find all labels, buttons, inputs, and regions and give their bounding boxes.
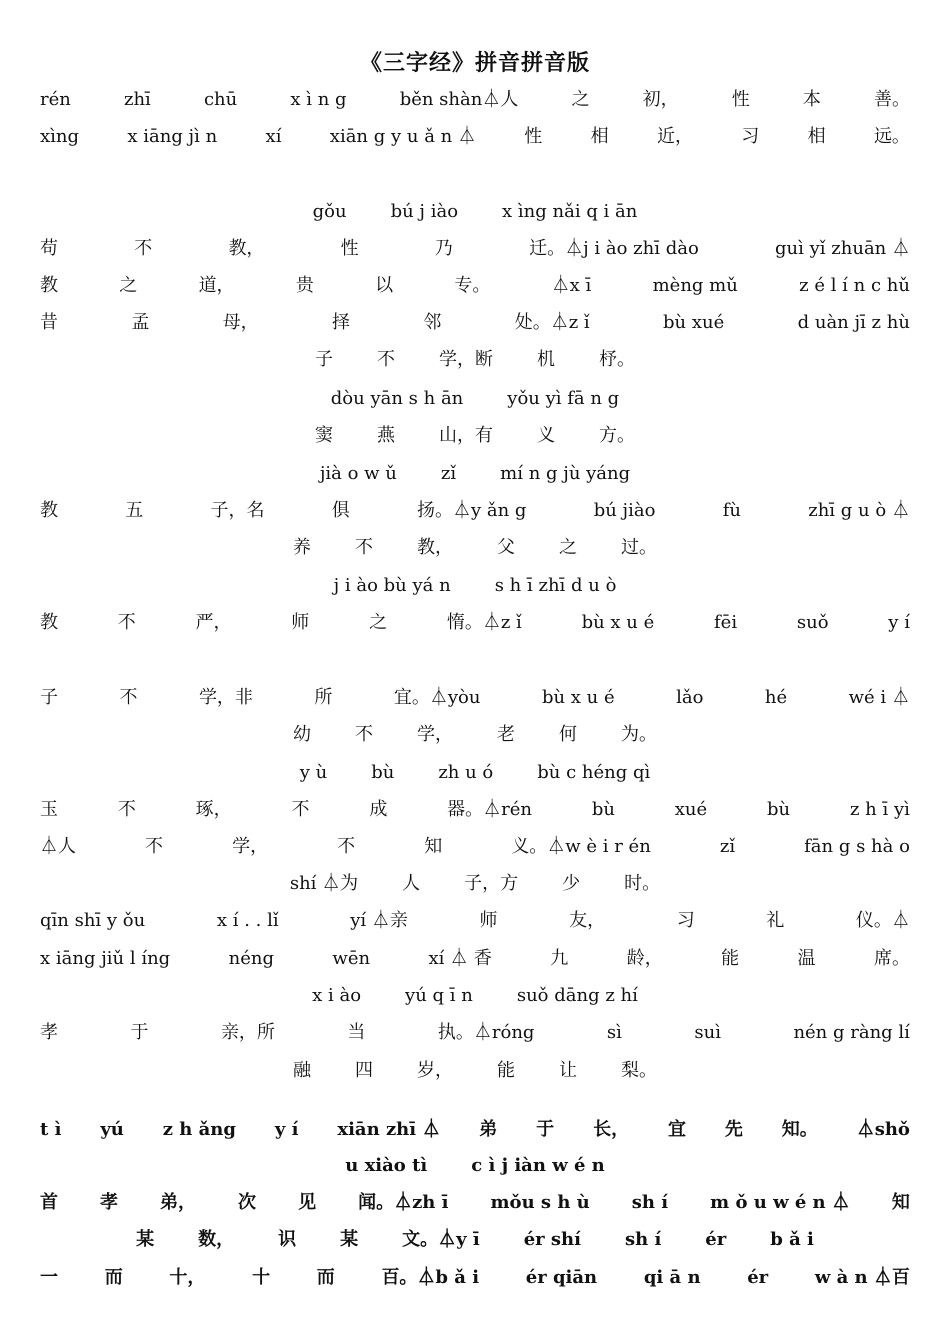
text-line — [40, 271, 910, 301]
text-token: fēi — [714, 612, 738, 633]
text-token: 友， — [569, 910, 606, 931]
text-token: y ù — [299, 762, 328, 783]
text-line — [40, 758, 910, 788]
text-token: 父 — [497, 537, 515, 558]
text-token: guì yǐ zhuān ⏃ — [775, 238, 910, 259]
text-token: 时。 — [624, 873, 661, 894]
text-token: ⏃x ī — [551, 275, 592, 296]
text-token: ⏃人 — [40, 836, 76, 857]
text-token: 俱 — [331, 500, 350, 521]
text-token: t ì — [40, 1119, 62, 1140]
text-token: bú j iào — [390, 201, 459, 222]
text-token: 教 — [40, 500, 58, 521]
text-token: 学，断 — [439, 349, 493, 370]
text-token: 之 — [571, 89, 590, 110]
text-token: bù — [371, 762, 395, 783]
text-token: 器。⏃rén — [447, 799, 532, 820]
text-token: x iāng jiǔ l íng — [40, 948, 171, 969]
text-token: 教， — [228, 238, 265, 259]
text-token: d uàn jī z hù — [797, 312, 910, 333]
text-token: 执。⏃róng — [437, 1022, 535, 1043]
text-token: 子 — [315, 349, 333, 370]
text-token: xué — [674, 799, 708, 820]
text-token: bù xué — [663, 312, 725, 333]
text-token: 不 — [291, 799, 310, 820]
text-line — [40, 720, 910, 750]
text-token: 性 — [524, 126, 543, 147]
text-token: néng — [228, 948, 274, 969]
text-token: 处。⏃z ǐ — [514, 312, 590, 333]
text-token: 初， — [642, 89, 679, 110]
text-token: 某 — [340, 1229, 359, 1250]
text-token: 燕 — [377, 425, 395, 446]
text-token: ér — [705, 1229, 727, 1250]
text-token: 仪。⏃ — [855, 910, 910, 931]
text-token: xiān zhī ⏃ — [337, 1119, 441, 1140]
text-line — [40, 197, 910, 227]
text-token: 次 — [238, 1192, 257, 1213]
text-token: 山，有 — [439, 425, 493, 446]
text-line — [40, 571, 910, 601]
text-token: 母， — [222, 312, 259, 333]
text-token: yú — [100, 1119, 124, 1140]
text-token: 席。 — [873, 948, 910, 969]
text-line — [40, 944, 910, 974]
text-token: zǐ — [719, 836, 736, 857]
text-token: mǒu s h ù — [490, 1192, 590, 1213]
text-token: 文。⏃y ī — [402, 1229, 480, 1250]
text-token: mèng mǔ — [652, 275, 738, 296]
text-token: 不 — [355, 724, 373, 745]
text-token: b ǎ i — [770, 1229, 814, 1250]
text-token: x ìng nǎi q i ān — [502, 201, 638, 222]
text-token: ér shí — [523, 1229, 581, 1250]
text-token: 先 — [724, 1119, 743, 1140]
text-line — [40, 869, 910, 899]
text-token: yú q ī n — [405, 985, 473, 1006]
text-token: 子，名 — [210, 500, 265, 521]
text-token: fān g s hà o — [804, 836, 910, 857]
text-token: 不 — [117, 799, 136, 820]
text-token: bú jiào — [593, 500, 656, 521]
text-token: suì — [694, 1022, 721, 1043]
text-line — [40, 1151, 910, 1181]
text-token: 亲，所 — [220, 1022, 275, 1043]
text-token: 择 — [332, 312, 351, 333]
text-token: dòu yān s h ān — [330, 388, 464, 409]
text-token: 孝 — [100, 1192, 119, 1213]
text-token: 之 — [119, 275, 138, 296]
text-token: 教 — [40, 275, 58, 296]
text-token: 而 — [316, 1267, 335, 1288]
text-token: wēn — [332, 948, 371, 969]
text-token: w à n ⏃百 — [814, 1267, 910, 1288]
text-token: lǎo — [676, 687, 704, 708]
text-token: 十 — [252, 1267, 271, 1288]
text-token: 师 — [291, 612, 310, 633]
text-token: 何 — [559, 724, 577, 745]
text-token: 弟 — [479, 1119, 498, 1140]
text-token: 成 — [369, 799, 388, 820]
text-token: bù — [591, 799, 615, 820]
text-token: 以 — [375, 275, 394, 296]
text-line — [40, 1188, 910, 1218]
text-token: xí — [265, 126, 282, 147]
text-token: z h ī yì — [849, 799, 910, 820]
text-token: suǒ — [796, 612, 829, 633]
text-token: 子，方 — [464, 873, 519, 894]
text-token: 为。 — [621, 724, 657, 745]
text-token: mí n g jù yáng — [500, 463, 631, 484]
text-token: 龄， — [626, 948, 663, 969]
text-token: 幼 — [293, 724, 311, 745]
text-line — [40, 795, 910, 825]
text-token: 不 — [117, 612, 136, 633]
text-token: yǒu yì fā n g — [507, 388, 620, 409]
text-token: 礼 — [766, 910, 785, 931]
text-token: bù c héng qì — [537, 762, 651, 783]
text-token: 闻。⏃zh ī — [358, 1192, 449, 1213]
text-line — [40, 533, 910, 563]
text-token: 五 — [125, 500, 144, 521]
text-token: z h ǎng — [162, 1119, 236, 1140]
text-token: 所 — [314, 687, 333, 708]
text-token: 梨。 — [621, 1060, 657, 1081]
text-token: 性 — [731, 89, 750, 110]
text-token: 本 — [802, 89, 821, 110]
text-token: 迁。⏃j i ào zhī dào — [529, 238, 699, 259]
text-line — [40, 308, 910, 338]
text-token: 扬。⏃y ǎn g — [417, 500, 527, 521]
text-token: zhī g u ò ⏃ — [808, 500, 910, 521]
text-token: sh í — [631, 1192, 669, 1213]
text-token: 见 — [298, 1192, 317, 1213]
text-token: 孝 — [40, 1022, 58, 1043]
text-token: 惰。⏃z ǐ — [446, 612, 522, 633]
text-token: 人 — [402, 873, 421, 894]
text-line — [40, 906, 910, 936]
text-token: 十， — [169, 1267, 206, 1288]
text-token: s h ī zhī d u ò — [494, 575, 617, 596]
text-token: 某 — [136, 1229, 155, 1250]
text-token: j i ào bù yá n — [333, 575, 451, 596]
text-token: 教， — [417, 537, 453, 558]
text-token: 邻 — [423, 312, 442, 333]
text-token: 不 — [134, 238, 153, 259]
text-token: 子 — [40, 687, 58, 708]
text-token: 苟 — [40, 238, 58, 259]
text-token: 弟， — [160, 1192, 197, 1213]
text-token: nén g ràng lí — [793, 1022, 910, 1043]
text-token: 窦 — [315, 425, 333, 446]
text-token: x iāng jì n — [127, 126, 218, 147]
text-token: ⏃shǒ — [856, 1119, 910, 1140]
text-token: xí ⏃ 香 — [428, 948, 492, 969]
text-token: shí ⏃为 — [289, 873, 359, 894]
text-line — [40, 832, 910, 862]
text-token: 过。 — [621, 537, 657, 558]
text-token: z é l í n c hǔ — [799, 275, 910, 296]
text-token: 融 — [293, 1060, 311, 1081]
text-token: 百。⏃b ǎ i — [381, 1267, 480, 1288]
text-token: 数， — [198, 1229, 235, 1250]
text-token: xiān g y u ǎ n ⏃ — [329, 126, 476, 147]
text-token: 当 — [347, 1022, 366, 1043]
text-token: 宜。⏃yòu — [393, 687, 481, 708]
text-token: 四 — [355, 1060, 373, 1081]
text-token: bù x u é — [581, 612, 655, 633]
text-token: 首 — [40, 1192, 58, 1213]
text-token: zǐ — [440, 463, 457, 484]
text-token: y í — [888, 612, 910, 633]
text-token: x ì n g — [290, 89, 347, 110]
text-token: 能 — [497, 1060, 515, 1081]
text-token: 善。 — [873, 89, 910, 110]
text-token: 义 — [537, 425, 555, 446]
text-token: 学， — [232, 836, 269, 857]
text-line — [40, 981, 910, 1011]
text-line — [40, 1225, 910, 1255]
text-token: 贵 — [295, 275, 314, 296]
text-token: 玉 — [40, 799, 58, 820]
text-line — [40, 345, 910, 375]
text-token: 之 — [559, 537, 577, 558]
text-line — [40, 122, 910, 152]
text-token: zh u ó — [438, 762, 494, 783]
text-token: běn shàn⏃人 — [399, 89, 519, 110]
text-token: hé — [764, 687, 788, 708]
text-line — [40, 85, 910, 115]
text-token: 师 — [479, 910, 498, 931]
text-token: 知。 — [781, 1119, 818, 1140]
text-token: 长， — [593, 1119, 630, 1140]
text-token: 知 — [424, 836, 443, 857]
text-line — [40, 234, 910, 264]
text-token: 近， — [656, 126, 693, 147]
text-token: x i ào — [312, 985, 362, 1006]
text-token: 不 — [377, 349, 395, 370]
text-token: 机 — [537, 349, 555, 370]
text-token: 习 — [676, 910, 695, 931]
text-token: wé i ⏃ — [848, 687, 910, 708]
text-token: 让 — [559, 1060, 577, 1081]
text-line — [40, 1018, 910, 1048]
text-token: 不 — [337, 836, 356, 857]
text-token: u xiào tì — [345, 1155, 428, 1176]
text-token: qi ā n — [643, 1267, 701, 1288]
text-token: 养 — [293, 537, 311, 558]
text-token: suǒ dāng z hí — [516, 985, 638, 1006]
text-token: 教 — [40, 612, 58, 633]
text-token: y í — [274, 1119, 299, 1140]
text-token: 于 — [130, 1022, 149, 1043]
text-token: 孟 — [131, 312, 150, 333]
text-token: qīn shī y ǒu — [40, 910, 146, 931]
text-token: 不 — [119, 687, 138, 708]
text-token: 少 — [562, 873, 581, 894]
text-token: 相 — [590, 126, 609, 147]
text-token: 一 — [40, 1267, 58, 1288]
text-token: 不 — [355, 537, 373, 558]
text-line — [40, 683, 910, 713]
text-token: 老 — [497, 724, 515, 745]
text-token: 识 — [278, 1229, 297, 1250]
text-token: 于 — [536, 1119, 555, 1140]
text-token: 远。 — [873, 126, 910, 147]
text-token: 九 — [550, 948, 569, 969]
text-token: rén — [40, 89, 71, 110]
text-token: chū — [203, 89, 238, 110]
text-token: 专。 — [454, 275, 491, 296]
text-line — [40, 1263, 910, 1293]
text-token: jià o w ǔ — [319, 463, 397, 484]
text-token: x í . . lǐ — [216, 910, 279, 931]
text-token: 义。⏃w è i r én — [511, 836, 651, 857]
text-token: 严， — [195, 612, 232, 633]
text-line — [40, 1056, 910, 1086]
text-token: yí ⏃亲 — [350, 910, 408, 931]
text-token: 学，非 — [198, 687, 253, 708]
text-token: m ǒ u w é n ⏃ — [710, 1192, 850, 1213]
text-line — [40, 1115, 910, 1145]
text-token: 而 — [104, 1267, 123, 1288]
text-token: 岁， — [417, 1060, 453, 1081]
text-token: 学， — [417, 724, 453, 745]
text-token: fù — [722, 500, 741, 521]
text-token: bù x u é — [541, 687, 615, 708]
text-token: bù — [767, 799, 791, 820]
text-token: gǒu — [312, 201, 347, 222]
text-token: ér — [747, 1267, 769, 1288]
text-line — [40, 496, 910, 526]
text-token: 相 — [807, 126, 826, 147]
document-title: 《三字经》拼音拼音版 — [359, 50, 590, 76]
text-line — [40, 608, 910, 638]
text-token: 宜 — [667, 1119, 686, 1140]
text-token: 不 — [145, 836, 164, 857]
text-line — [40, 421, 910, 451]
text-line — [40, 459, 910, 489]
text-token: xìng — [40, 126, 80, 147]
text-token: 能 — [721, 948, 740, 969]
text-token: sh í — [624, 1229, 662, 1250]
text-token: 琢， — [195, 799, 232, 820]
text-token: 习 — [741, 126, 760, 147]
text-token: 之 — [369, 612, 388, 633]
text-token: 知 — [891, 1192, 910, 1213]
text-line — [40, 384, 910, 414]
text-token: zhī — [123, 89, 151, 110]
text-token: 性 — [340, 238, 359, 259]
text-token: 昔 — [40, 312, 58, 333]
text-token: 道， — [198, 275, 235, 296]
text-token: 方。 — [599, 425, 635, 446]
text-token: 杼。 — [599, 349, 635, 370]
text-token: sì — [606, 1022, 622, 1043]
text-token: 乃 — [434, 238, 453, 259]
text-token: 温 — [797, 948, 816, 969]
text-token: ér qiān — [525, 1267, 598, 1288]
text-token: c ì j iàn w é n — [471, 1155, 605, 1176]
